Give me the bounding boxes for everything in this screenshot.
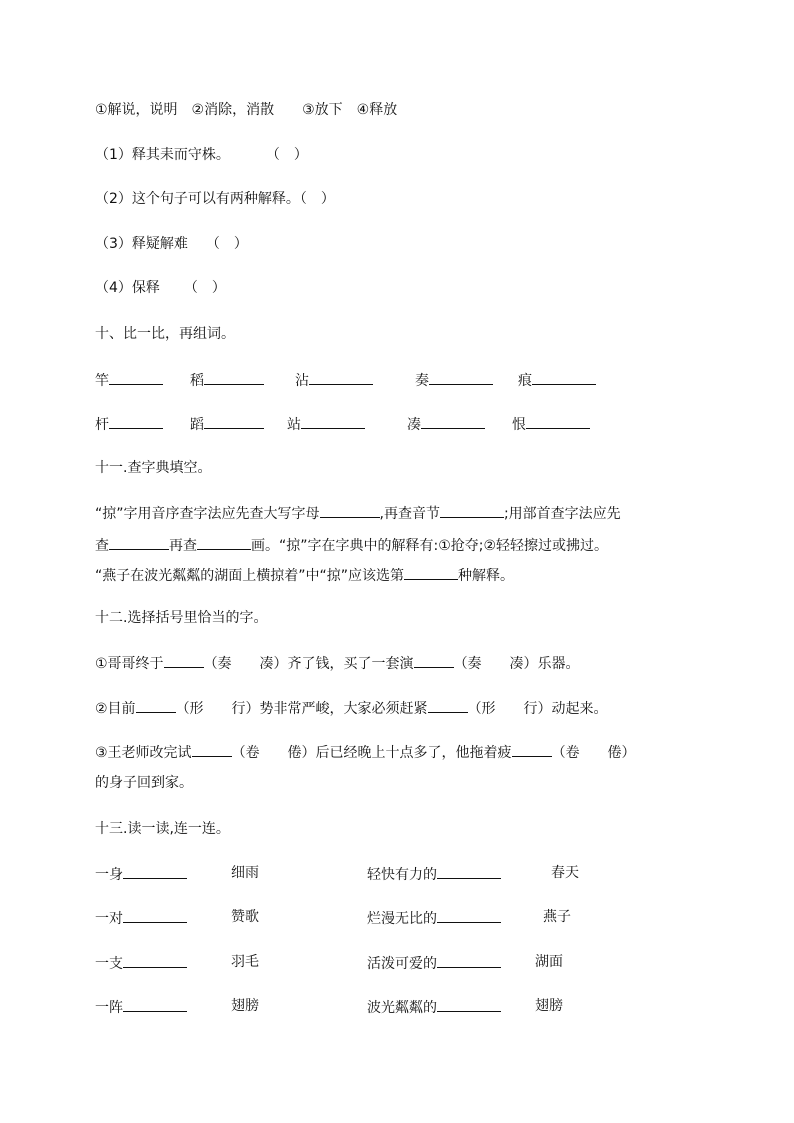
meaning-item-text: （3）释疑解难 <box>95 236 188 252</box>
answer-blank[interactable] <box>204 413 264 429</box>
match-left: 活泼可爱的 <box>367 952 501 974</box>
section-10-heading: 十、比一比，再组词。 <box>95 326 235 342</box>
choice-line-3-cont: 的身子回到家。 <box>95 775 193 791</box>
match-option[interactable]: 春天 <box>551 865 579 881</box>
answer-blank[interactable] <box>309 369 373 385</box>
answer-blank[interactable] <box>123 863 187 879</box>
answer-blank[interactable] <box>109 413 163 429</box>
word-pair-item: 沾 <box>295 369 373 391</box>
dictionary-line-3: “燕子在波光粼粼的湖面上横掠着”中“掠”应该选第 种解释。 <box>95 564 514 586</box>
match-option[interactable]: 细雨 <box>231 865 259 881</box>
answer-blank[interactable] <box>404 564 458 580</box>
match-left: 一阵 <box>95 996 187 1018</box>
meaning-item-text: （1）释其耒而守株。 <box>95 147 230 163</box>
choice-line-1: ①哥哥终于 （奏 凑）齐了钱，买了一套演 （奏 凑）乐器。 <box>95 652 580 674</box>
match-option[interactable]: 燕子 <box>543 909 571 925</box>
match-option[interactable]: 赞歌 <box>231 909 259 925</box>
dictionary-line-2: 查 再查 画。“掠”字在字典中的解释有:①抢夺;②轻轻擦过或拂过。 <box>95 534 608 556</box>
answer-blank[interactable] <box>437 863 501 879</box>
answer-parens[interactable]: （ ） <box>265 147 308 163</box>
match-option[interactable]: 羽毛 <box>231 954 259 970</box>
answer-blank[interactable] <box>109 369 163 385</box>
answer-blank[interactable] <box>440 502 504 518</box>
answer-blank[interactable] <box>123 907 187 923</box>
answer-blank[interactable] <box>526 413 590 429</box>
dictionary-line-1: “掠”字用音序查字法应先查大写字母 ,再查音节 ;用部首查字法应先 <box>95 502 621 524</box>
match-option[interactable]: 湖面 <box>535 954 563 970</box>
answer-blank[interactable] <box>136 697 176 713</box>
answer-parens[interactable]: （ ） <box>205 236 248 252</box>
section-13-heading: 十三.读一读,连一连。 <box>95 821 230 837</box>
answer-blank[interactable] <box>197 534 251 550</box>
answer-blank[interactable] <box>437 907 501 923</box>
answer-blank[interactable] <box>123 996 187 1012</box>
meaning-item-2 <box>95 189 335 209</box>
section-11-heading: 十一.查字典填空。 <box>95 460 212 476</box>
match-option[interactable]: 翅膀 <box>231 998 259 1014</box>
answer-blank[interactable] <box>437 952 501 968</box>
word-pair-item: 痕 <box>518 369 596 391</box>
answer-blank[interactable] <box>123 952 187 968</box>
meaning-item-1 <box>95 145 308 165</box>
choice-line-3: ③王老师改完试 （卷 倦）后已经晚上十点多了，他拖着疲 （卷 倦） <box>95 741 636 763</box>
word-pair-item: 奏 <box>415 369 493 391</box>
answer-blank[interactable] <box>428 697 468 713</box>
word-pair-item: 站 <box>287 413 365 435</box>
answer-blank[interactable] <box>532 369 596 385</box>
answer-blank[interactable] <box>429 369 493 385</box>
match-left: 轻快有力的 <box>367 863 501 885</box>
answer-blank[interactable] <box>421 413 485 429</box>
word-pair-item: 杆 <box>95 413 163 435</box>
answer-blank[interactable] <box>320 502 380 518</box>
match-option[interactable]: 翅膀 <box>535 998 563 1014</box>
answer-blank[interactable] <box>301 413 365 429</box>
match-left: 一身 <box>95 863 187 885</box>
answer-blank[interactable] <box>192 741 232 757</box>
match-left: 烂漫无比的 <box>367 907 501 929</box>
answer-blank[interactable] <box>512 741 552 757</box>
match-left: 波光粼粼的 <box>367 996 501 1018</box>
section-12-heading: 十二.选择括号里恰当的字。 <box>95 610 268 626</box>
match-left: 一对 <box>95 907 187 929</box>
choice-line-2: ②目前 （形 行）势非常严峻，大家必须赶紧 （形 行）动起来。 <box>95 697 608 719</box>
answer-parens[interactable]: （ ） <box>299 191 335 207</box>
meanings-line: ①解说，说明 ②消除，消散 ③放下 ④释放 <box>95 102 398 118</box>
answer-blank[interactable] <box>109 534 169 550</box>
word-pair-item: 稻 <box>190 369 264 391</box>
word-pair-item: 恨 <box>512 413 590 435</box>
word-pair-item: 蹈 <box>190 413 264 435</box>
answer-blank[interactable] <box>437 996 501 1012</box>
answer-blank[interactable] <box>414 652 454 668</box>
meaning-item-text: （2）这个句子可以有两种解释。 <box>95 191 300 207</box>
answer-parens[interactable]: （ ） <box>183 280 226 296</box>
answer-blank[interactable] <box>204 369 264 385</box>
word-pair-item: 竿 <box>95 369 163 391</box>
word-pair-item: 凑 <box>407 413 485 435</box>
meaning-item-3 <box>95 234 248 254</box>
match-left: 一支 <box>95 952 187 974</box>
meaning-item-text: （4）保释 <box>95 280 160 296</box>
answer-blank[interactable] <box>164 652 204 668</box>
meaning-item-4 <box>95 278 226 298</box>
